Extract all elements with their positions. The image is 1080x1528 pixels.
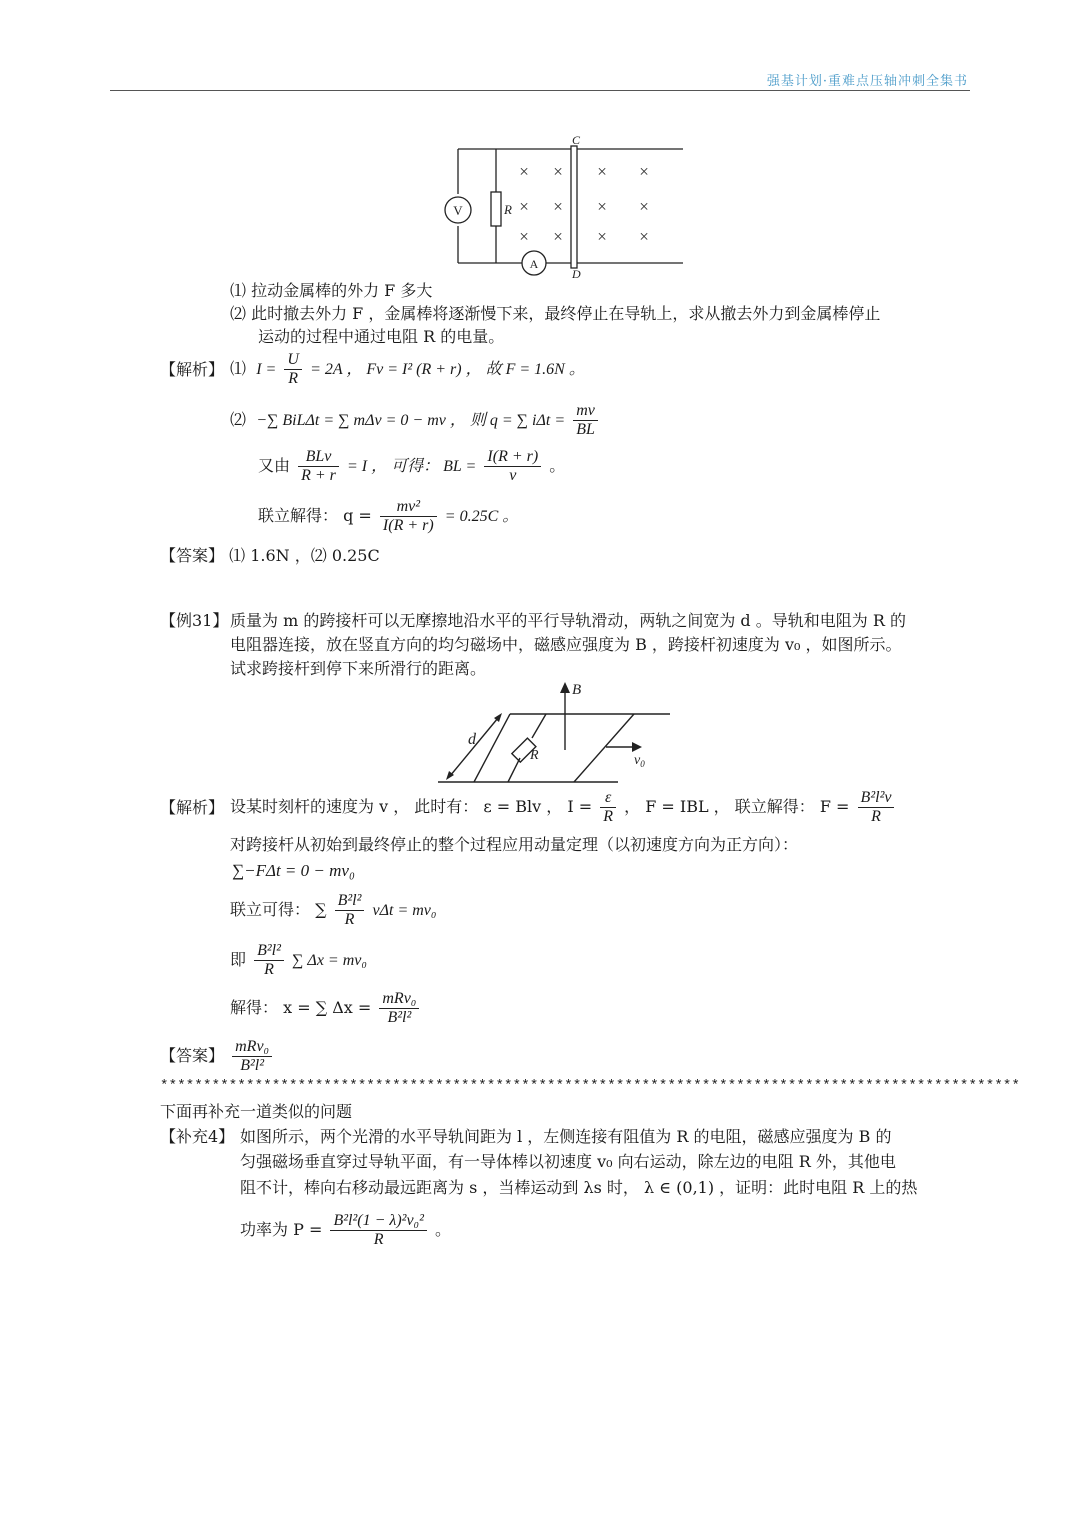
header-book-title: 强基计划·重难点压轴冲刺全集书 — [766, 74, 968, 89]
answer-label: 【答案】 — [160, 546, 225, 565]
fraction — [484, 448, 541, 485]
question-1: ⑴ 拉动金属棒的外力 F 多大 — [230, 281, 433, 300]
formula-text: 联立可得： ∑ — [230, 900, 327, 919]
header-rule — [110, 90, 970, 91]
formula-text: −∑ BiLΔt = ∑ mΔv = 0 − mv ， 则 q = ∑ iΔt = — [256, 412, 566, 429]
rail-figure — [438, 680, 674, 786]
formula-text: 即 — [230, 950, 247, 969]
denominator: R — [264, 961, 274, 978]
velocity-subscript: 0 — [640, 759, 645, 769]
solution-31-line5 — [230, 940, 367, 981]
field-cross-mark: × — [519, 197, 529, 216]
answer-label: 【答案】 — [160, 1046, 225, 1065]
numerator: U — [284, 351, 302, 370]
field-cross-mark: × — [639, 197, 649, 216]
solution-step-1 — [230, 349, 585, 390]
formula-text: = I ， 可得： BL = — [347, 458, 477, 475]
denominator: R — [288, 370, 299, 387]
numerator: mv — [573, 402, 598, 421]
denominator: R — [344, 911, 355, 928]
numerator: I(R + r) — [484, 448, 541, 467]
step-number: ⑴ — [230, 359, 247, 378]
supplement-line2: 匀强磁场垂直穿过导轨平面，有一导体棒以初速度 v₀ 向右运动，除左边的电阻 R 外，其他电 — [240, 1152, 896, 1171]
field-cross-mark: × — [597, 162, 607, 181]
formula-text: 。 — [435, 1220, 452, 1239]
field-cross-mark: × — [597, 197, 607, 216]
solution-31-line4 — [230, 890, 436, 931]
width-label-d: d — [468, 731, 476, 748]
example-31-line3: 试求跨接杆到停下来所滑行的距离。 — [230, 659, 487, 678]
field-cross-mark: × — [639, 162, 649, 181]
denominator: B²l² — [387, 1009, 412, 1026]
formula-text: ， F = IBL ， 联立解得： F = — [624, 797, 850, 816]
voltmeter-label: V — [453, 203, 463, 218]
formula-text: = 2A ， Fv = I² (R + r) ， 故 F = 1.6N 。 — [310, 361, 585, 378]
resistor-label: R — [504, 202, 512, 217]
answer-31 — [160, 1036, 275, 1076]
fraction — [379, 990, 419, 1027]
formula-text: 设某时刻杆的速度为 v ， 此时有： ε = Blv ， I = — [230, 797, 593, 816]
fraction — [858, 789, 895, 826]
example-31-line2: 电阻器连接，放在竖直方向的均匀磁场中，磁感应强度为 B ，跨接杆初速度为 v₀ ，如图所示。 — [230, 635, 902, 654]
supplement-intro: 下面再补充一道类似的问题 — [160, 1102, 353, 1121]
formula-text: 又由 — [258, 456, 291, 475]
numerator: B²l² — [254, 942, 284, 961]
denominator: I(R + r) — [382, 517, 434, 534]
question-2-line1: ⑵ 此时撤去外力 F ，金属棒将逐渐慢下来，最终停止在导轨上，求从撤去外力到金属棒停止 — [230, 304, 881, 323]
solution-31-label: 【解析】 — [160, 798, 225, 817]
field-label-b: B — [572, 682, 582, 698]
numerator: B²l²(1 − λ)²v₀² — [330, 1212, 426, 1231]
supplement-label: 【补充4】 — [160, 1127, 235, 1146]
denominator: BL — [576, 421, 595, 438]
formula-text: 功率为 P = — [240, 1220, 323, 1239]
field-cross-mark: × — [519, 162, 529, 181]
formula-text: 联立解得： q = — [258, 506, 372, 525]
fraction — [284, 351, 302, 388]
fraction — [600, 789, 616, 826]
fraction — [380, 498, 437, 535]
step-number: ⑵ — [230, 410, 247, 429]
answer-prev — [160, 545, 380, 567]
field-cross-mark: × — [639, 227, 649, 246]
fraction — [330, 1212, 426, 1249]
fraction — [254, 942, 284, 979]
field-cross-mark: × — [519, 227, 529, 246]
fraction — [298, 448, 339, 485]
denominator: v — [509, 467, 517, 484]
example-31-line1: 质量为 m 的跨接杆可以无摩擦地沿水平的平行导轨滑动，两轨之间宽为 d 。导轨和电阻为 R 的 — [230, 611, 906, 630]
question-2-line2: 运动的过程中通过电阻 R 的电量。 — [258, 327, 505, 346]
solution-step-2 — [230, 400, 601, 441]
field-cross-mark: × — [597, 227, 607, 246]
solution-31-line2: 对跨接杆从初始到最终停止的整个过程应用动量定理（以初速度方向为正方向）： — [230, 835, 799, 854]
example-31-label: 【例31】 — [160, 611, 229, 630]
denominator: B²l² — [240, 1057, 265, 1074]
fraction — [232, 1038, 272, 1075]
formula-text: vΔt = mv₀ — [372, 902, 437, 919]
supplement-line1: 如图所示，两个光滑的水平导轨间距为 l ，左侧连接有阻值为 R 的电阻，磁感应强度为 B 的 — [240, 1127, 892, 1146]
numerator: mRv₀ — [379, 990, 419, 1009]
rod-label-c: C — [572, 133, 581, 147]
denominator: R — [603, 808, 614, 825]
solution-31-line3: ∑−FΔt = 0 − mv₀ — [232, 861, 355, 880]
formula-text: 。 — [549, 456, 566, 475]
separator-line: **************************************************************************************************** — [160, 1078, 1021, 1094]
denominator: R — [871, 808, 881, 825]
numerator: BLv — [298, 448, 339, 467]
field-cross-mark: × — [553, 197, 563, 216]
fraction — [573, 402, 598, 439]
field-cross-mark: × — [553, 227, 563, 246]
supplement-line3: 阻不计，棒向右移动最远距离为 s ，当棒运动到 λs 时， λ ∈ (0,1) ，证明：此时电阻 R 上的热 — [240, 1178, 918, 1197]
field-cross-mark: × — [553, 162, 563, 181]
formula-text: I = — [256, 361, 277, 378]
rod-label-d: D — [572, 267, 581, 281]
solution-31-line6 — [230, 988, 422, 1028]
numerator: B²l² — [335, 892, 365, 911]
numerator: ε — [600, 789, 616, 808]
circuit-figure — [440, 132, 690, 282]
supplement-line4 — [240, 1210, 451, 1250]
resistor-label: R — [530, 748, 539, 763]
denominator: R — [373, 1231, 384, 1248]
numerator: mRv₀ — [232, 1038, 272, 1057]
denominator: R + r — [301, 467, 336, 484]
solution-step-4 — [258, 496, 518, 537]
numerator: mv² — [380, 498, 437, 517]
velocity-label — [634, 753, 645, 769]
formula-text: ∑ Δx = mv₀ — [292, 952, 367, 969]
formula-text: = 0.25C 。 — [444, 508, 519, 525]
formula-text: 解得： x = ∑ Δx = — [230, 998, 372, 1017]
solution-31-line1 — [230, 787, 897, 827]
fraction — [335, 892, 365, 929]
numerator: B²l²v — [858, 789, 895, 808]
velocity-symbol: v — [634, 753, 641, 768]
ammeter-label: A — [529, 257, 539, 271]
solution-label: 【解析】 — [160, 360, 225, 379]
solution-step-3 — [258, 446, 565, 487]
answer-text: ⑴ 1.6N ，⑵ 0.25C — [229, 546, 380, 565]
